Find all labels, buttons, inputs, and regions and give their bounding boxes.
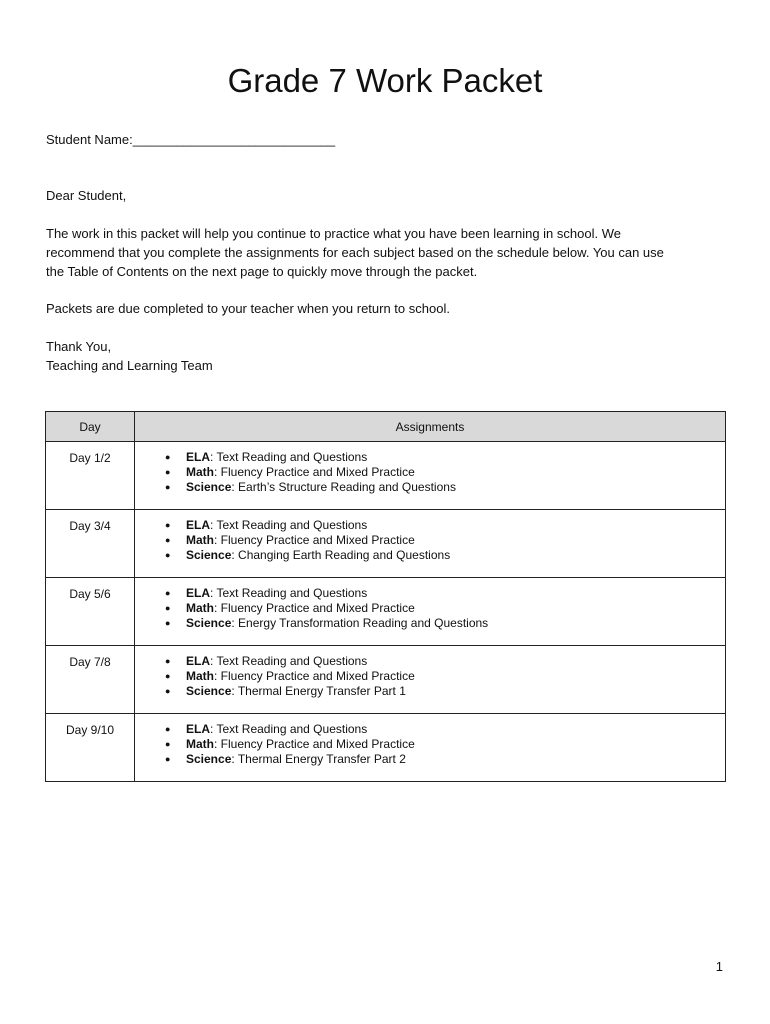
student-name-blank: ____________________________ bbox=[132, 132, 336, 147]
subject-label: Math bbox=[186, 669, 214, 683]
subject-label: Science bbox=[186, 548, 232, 562]
task-text: : Thermal Energy Transfer Part 1 bbox=[231, 684, 406, 698]
student-name-label: Student Name: bbox=[46, 132, 133, 147]
day-cell: Day 7/8 bbox=[46, 646, 135, 714]
day-cell: Day 3/4 bbox=[46, 510, 135, 578]
assignment-list bbox=[135, 442, 725, 495]
table-row bbox=[46, 646, 726, 714]
student-name-line bbox=[46, 130, 335, 149]
page-title: Grade 7 Work Packet bbox=[227, 62, 543, 99]
task-text: : Text Reading and Questions bbox=[210, 518, 368, 532]
subject-label: Science bbox=[186, 752, 232, 766]
subject-label: ELA bbox=[186, 450, 210, 464]
assignment-item bbox=[165, 722, 725, 737]
assignment-item bbox=[165, 669, 725, 684]
header-assignments: Assignments bbox=[135, 412, 726, 442]
task-text: : Text Reading and Questions bbox=[210, 722, 368, 736]
table-row bbox=[46, 510, 726, 578]
day-cell: Day 1/2 bbox=[46, 442, 135, 510]
task-text: : Earth’s Structure Reading and Questions bbox=[231, 480, 456, 494]
task-text: : Fluency Practice and Mixed Practice bbox=[214, 533, 415, 547]
assignment-item bbox=[165, 616, 725, 631]
task-text: : Fluency Practice and Mixed Practice bbox=[214, 737, 415, 751]
table-header-row bbox=[46, 412, 726, 442]
header-day: Day bbox=[46, 412, 135, 442]
subject-label: Math bbox=[186, 737, 214, 751]
task-text: : Fluency Practice and Mixed Practice bbox=[214, 601, 415, 615]
assignment-item bbox=[165, 737, 725, 752]
schedule-body bbox=[46, 442, 726, 782]
subject-label: ELA bbox=[186, 586, 210, 600]
task-text: : Energy Transformation Reading and Questions bbox=[231, 616, 489, 630]
table-row bbox=[46, 714, 726, 782]
assignment-item bbox=[165, 548, 725, 563]
assignment-item bbox=[165, 601, 725, 616]
subject-label: Math bbox=[186, 533, 214, 547]
assignment-item bbox=[165, 654, 725, 669]
task-text: : Text Reading and Questions bbox=[210, 450, 368, 464]
task-text: : Fluency Practice and Mixed Practice bbox=[214, 669, 415, 683]
intro-line: recommend that you complete the assignments for each subject based on the schedule below. You can use bbox=[46, 245, 664, 260]
assignments-cell bbox=[135, 646, 726, 714]
table-row bbox=[46, 442, 726, 510]
assignment-item bbox=[165, 480, 725, 495]
greeting: Dear Student, bbox=[46, 188, 127, 203]
assignment-list bbox=[135, 510, 725, 563]
assignment-item bbox=[165, 533, 725, 548]
subject-label: Math bbox=[186, 601, 214, 615]
assignments-cell bbox=[135, 510, 726, 578]
assignment-list bbox=[135, 714, 725, 767]
signature: Teaching and Learning Team bbox=[46, 358, 213, 373]
assignment-item bbox=[165, 684, 725, 699]
assignment-item bbox=[165, 586, 725, 601]
assignment-item bbox=[165, 450, 725, 465]
subject-label: ELA bbox=[186, 722, 210, 736]
subject-label: Science bbox=[186, 616, 232, 630]
task-text: : Changing Earth Reading and Questions bbox=[231, 548, 451, 562]
task-text: : Thermal Energy Transfer Part 2 bbox=[231, 752, 406, 766]
table-row bbox=[46, 578, 726, 646]
intro-paragraph bbox=[46, 224, 736, 281]
assignment-list bbox=[135, 578, 725, 631]
subject-label: Science bbox=[186, 684, 232, 698]
intro-line: The work in this packet will help you continue to practice what you have been learning in school. We bbox=[46, 226, 621, 241]
assignment-item bbox=[165, 465, 725, 480]
task-text: : Fluency Practice and Mixed Practice bbox=[214, 465, 415, 479]
subject-label: Math bbox=[186, 465, 214, 479]
day-cell: Day 5/6 bbox=[46, 578, 135, 646]
assignment-item bbox=[165, 518, 725, 533]
task-text: : Text Reading and Questions bbox=[210, 586, 368, 600]
day-cell: Day 9/10 bbox=[46, 714, 135, 782]
assignments-cell bbox=[135, 714, 726, 782]
page-number: 1 bbox=[715, 959, 723, 974]
assignments-cell bbox=[135, 442, 726, 510]
assignment-list bbox=[135, 646, 725, 699]
schedule-table bbox=[45, 411, 726, 782]
intro-line: the Table of Contents on the next page to quickly move through the packet. bbox=[46, 264, 478, 279]
due-note: Packets are due completed to your teacher when you return to school. bbox=[46, 301, 450, 316]
subject-label: ELA bbox=[186, 518, 210, 532]
assignment-item bbox=[165, 752, 725, 767]
closing: Thank You, bbox=[46, 339, 112, 354]
subject-label: ELA bbox=[186, 654, 210, 668]
task-text: : Text Reading and Questions bbox=[210, 654, 368, 668]
subject-label: Science bbox=[186, 480, 232, 494]
assignments-cell bbox=[135, 578, 726, 646]
